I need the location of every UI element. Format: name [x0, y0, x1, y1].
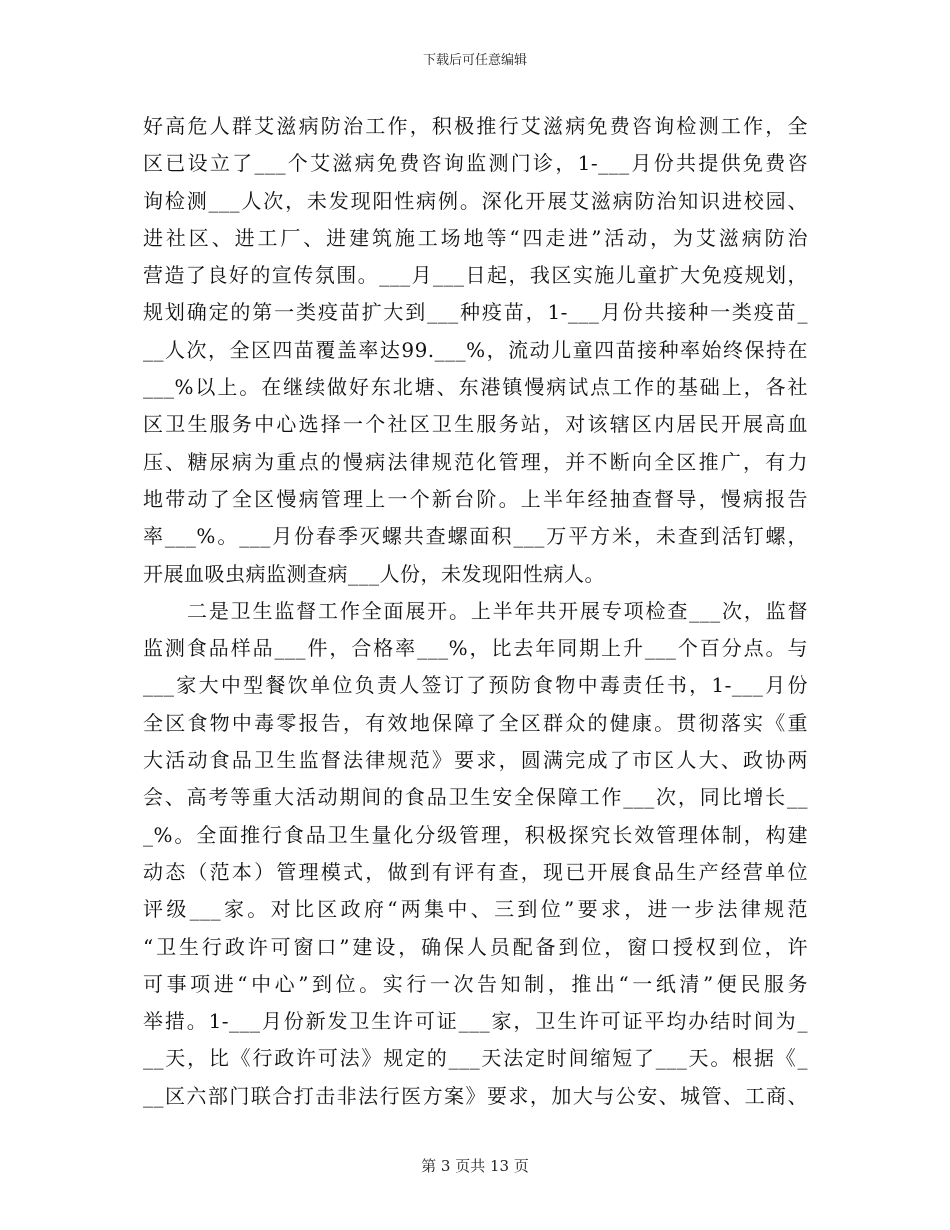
body-line: 全区食物中毒零报告，有效地保障了全区群众的健康。贯彻落实《重 — [143, 710, 808, 735]
body-line: 动态（范本）管理模式，做到有评有查，现已开展食品生产经营单位 — [143, 859, 808, 884]
body-line: ___%以上。在继续做好东北塘、东港镇慢病试点工作的基础上，各社 — [143, 375, 808, 400]
body-line: 监测食品样品___件，合格率___%，比去年同期上升___个百分点。与 — [143, 636, 808, 661]
body-line: 地带动了全区慢病管理上一个新台阶。上半年经抽查督导，慢病报告 — [143, 486, 808, 511]
body-line: 区已设立了___个艾滋病免费咨询监测门诊，1-___月份共提供免费咨 — [143, 151, 808, 176]
body-line: 好高危人群艾滋病防治工作，积极推行艾滋病免费咨询检测工作，全 — [143, 114, 808, 138]
body-line: 营造了良好的宣传氛围。___月___日起，我区实施儿童扩大免疫规划， — [143, 263, 808, 288]
body-line: 进社区、进工厂、进建筑施工场地等“四走进”活动，为艾滋病防治 — [143, 225, 808, 250]
body-line: 压、糖尿病为重点的慢病法律规范化管理，并不断向全区推广，有力 — [143, 449, 808, 474]
body-line: 率___%。___月份春季灭螺共查螺面积___万平方米，未查到活钉螺， — [143, 524, 808, 549]
body-line: __区六部门联合打击非法行医方案》要求，加大与公安、城管、工商、 — [143, 1083, 808, 1108]
body-line: 会、高考等重大活动期间的食品卫生安全保障工作___次，同比增长__ — [143, 785, 808, 810]
document-body — [143, 108, 808, 1115]
body-line: “卫生行政许可窗口”建设，确保人员配备到位，窗口授权到位，许 — [143, 934, 808, 959]
body-line: 评级___家。对比区政府“两集中、三到位”要求，进一步法律规范 — [143, 897, 808, 922]
body-line: _%。全面推行食品卫生量化分级管理，积极探究长效管理体制，构建 — [143, 822, 808, 847]
body-line: ___家大中型餐饮单位负责人签订了预防食物中毒责任书，1-___月份 — [143, 673, 808, 698]
body-line: 区卫生服务中心选择一个社区卫生服务站，对该辖区内居民开展高血 — [143, 412, 808, 437]
body-line: 可事项进“中心”到位。实行一次告知制，推出“一纸清”便民服务 — [143, 971, 808, 996]
page-header: 下载后可任意编辑 — [422, 53, 527, 68]
paragraph-first-line: 二是卫生监督工作全面展开。上半年共开展专项检查___次，监督 — [187, 598, 808, 623]
page-number-footer: 第 3 页共 13 页 — [421, 1157, 529, 1175]
body-line: 询检测___人次，未发现阳性病例。深化开展艾滋病防治知识进校园、 — [143, 188, 808, 213]
body-line: __人次，全区四苗覆盖率达99.___%，流动儿童四苗接种率始终保持在 — [143, 337, 808, 362]
body-line: 举措。1-___月份新发卫生许可证___家，卫生许可证平均办结时间为_ — [143, 1009, 808, 1034]
paragraph-end-line: 开展血吸虫病监测查病___人份，未发现阳性病人。 — [143, 561, 605, 586]
body-line: 规划确定的第一类疫苗扩大到___种疫苗，1-___月份共接种一类疫苗_ — [143, 300, 808, 325]
body-line: 大活动食品卫生监督法律规范》要求，圆满完成了市区人大、政协两 — [143, 748, 808, 773]
body-line: __天，比《行政许可法》规定的___天法定时间缩短了___天。根据《_ — [143, 1046, 808, 1071]
